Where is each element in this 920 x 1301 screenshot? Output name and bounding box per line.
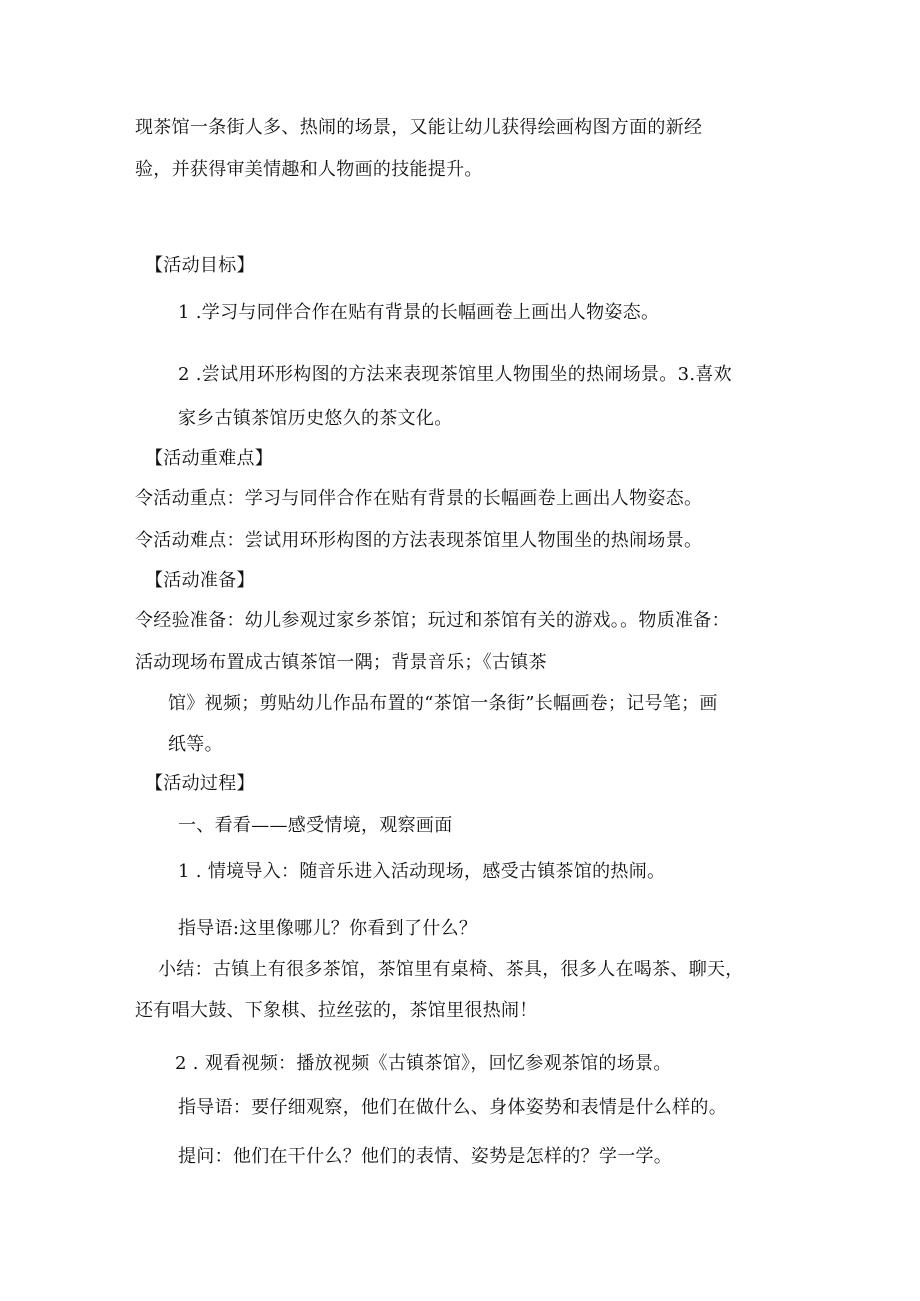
process-guide-2: 指导语：要仔细观察，他们在做什么、身体姿势和表情是什么样的。 xyxy=(178,1097,727,1118)
process-question: 提问：他们在干什么？他们的表情、姿势是怎样的？学一学。 xyxy=(178,1146,673,1167)
preparation-line-4: 纸等。 xyxy=(168,734,223,755)
process-guide-1: 指导语:这里像哪儿？你看到了什么？ xyxy=(178,918,478,939)
intro-line-1: 现茶馆一条街人多、热闹的场景，又能让幼儿获得绘画构图方面的新经 xyxy=(135,117,703,138)
process-heading: 【活动过程】 xyxy=(145,773,255,794)
key-point-item: 令活动重点：学习与同伴合作在贴有背景的长幅画卷上画出人物姿态。 xyxy=(135,488,703,509)
preparation-line-1: 令经验准备：幼儿参观过家乡茶馆；玩过和茶馆有关的游戏。。物质准备： xyxy=(135,610,730,631)
intro-line-2: 验，并获得审美情趣和人物画的技能提升。 xyxy=(135,159,483,180)
difficulty-item: 令活动难点：尝试用环形构图的方法表现茶馆里人物围坐的热闹场景。 xyxy=(135,530,703,551)
preparation-line-3: 馆》视频；剪贴幼儿作品布置的“茶馆一条街”长幅画卷；记号笔；画 xyxy=(168,693,718,714)
key-points-heading: 【活动重难点】 xyxy=(145,448,274,469)
preparation-heading: 【活动准备】 xyxy=(145,570,255,591)
goal-item-1: 1 .学习与同伴合作在贴有背景的长幅画卷上画出人物姿态。 xyxy=(178,302,660,323)
process-section-1: 一、看看——感受情境，观察画面 xyxy=(178,815,453,836)
goal-item-2: 2 .尝试用环形构图的方法来表现茶馆里人物围坐的热闹场景。3.喜欢 xyxy=(178,364,732,385)
process-summary-line-2: 还有唱大鼓、下象棋、拉丝弦的，茶馆里很热闹！ xyxy=(135,1000,538,1021)
process-step-2: 2 . 观看视频：播放视频《古镇茶馆》，回忆参观茶馆的场景。 xyxy=(175,1053,672,1074)
process-summary-line-1: 小结：古镇上有很多茶馆，茶馆里有桌椅、茶具，很多人在喝茶、聊天， xyxy=(158,959,744,980)
preparation-line-2: 活动现场布置成古镇茶馆一隅；背景音乐；《古镇茶 xyxy=(135,652,547,673)
process-step-1: 1 . 情境导入：随音乐进入活动现场，感受古镇茶馆的热闹。 xyxy=(178,861,666,882)
goal-item-3: 家乡古镇茶馆历史悠久的茶文化。 xyxy=(178,408,453,429)
goals-heading: 【活动目标】 xyxy=(145,255,255,276)
